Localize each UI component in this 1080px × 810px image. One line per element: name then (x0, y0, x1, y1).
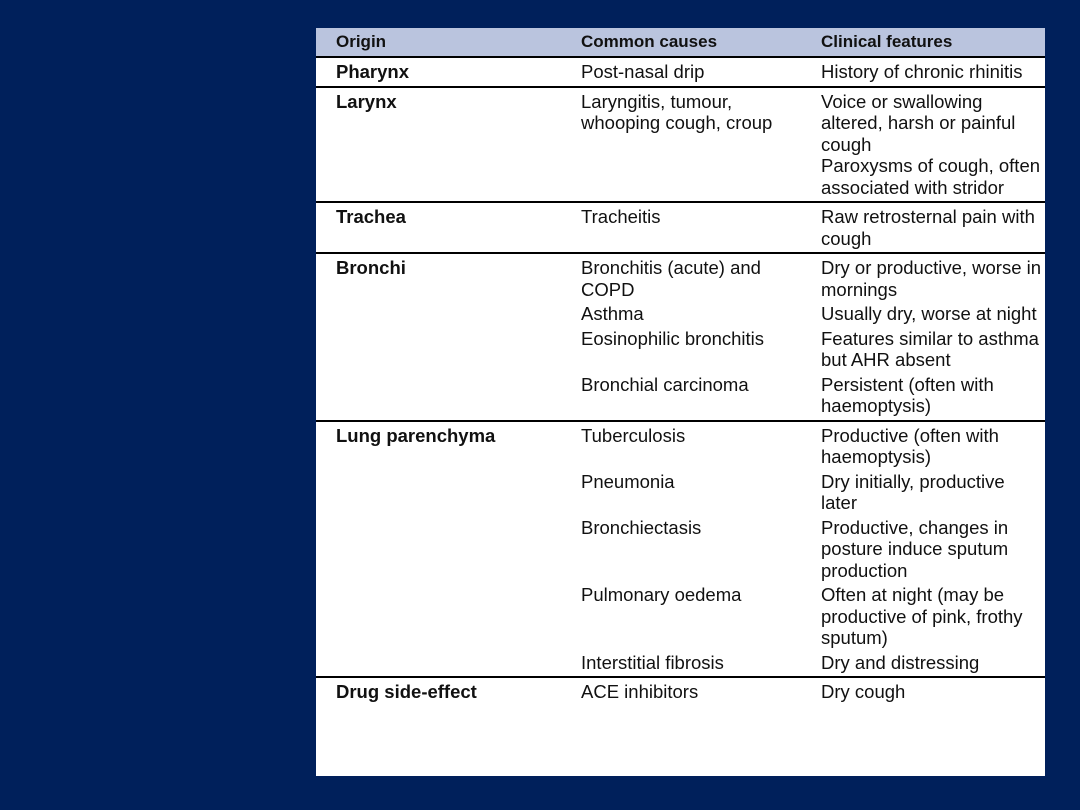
cause-cell: Bronchiectasis (581, 516, 702, 538)
feature-cell: Productive (often with haemoptysis) (821, 424, 999, 467)
origin-cell: Larynx (316, 87, 561, 203)
table-row (316, 514, 1045, 582)
origin-cell: Lung parenchyma (336, 424, 496, 446)
origin-cell: Pharynx (316, 57, 561, 87)
cause-cell: Asthma (581, 303, 644, 324)
cause-cell: Laryngitis, tumour, whooping cough, croup (561, 87, 801, 203)
table-row (316, 300, 1045, 325)
feature-cell: Dry initially, productive later (821, 470, 1005, 513)
feature-cell: Raw retrosternal pain with cough (801, 202, 1045, 253)
feature-cell: Dry or productive, worse in mornings (821, 257, 1042, 300)
cause-cell: Post-nasal drip (561, 57, 801, 87)
table-row (316, 421, 1045, 468)
cause-cell: ACE inhibitors (581, 681, 699, 702)
feature-cell: Features similar to asthma but AHR absent (821, 327, 1039, 370)
cause-cell: Pulmonary oedema (581, 584, 742, 605)
feature-cell (801, 87, 1045, 203)
table-row (316, 371, 1045, 421)
cause-cell: Bronchial carcinoma (561, 371, 801, 421)
table-row (316, 57, 1045, 87)
header-origin: Origin (316, 28, 561, 57)
table-row (316, 468, 1045, 514)
table-row (316, 325, 1045, 371)
header-common-causes: Common causes (561, 28, 801, 57)
feature-cell: Dry and distressing (801, 649, 1045, 678)
cause-cell: Bronchitis (acute) and COPD (581, 257, 761, 300)
cause-cell: Tracheitis (561, 202, 801, 253)
cause-cell: Tuberculosis (581, 424, 686, 446)
table-row (316, 253, 1045, 300)
feature-cell: Persistent (often with haemoptysis) (801, 371, 1045, 421)
feature-item: Voice or swallowing altered, harsh or painful cough (821, 90, 1016, 155)
cause-cell: Interstitial fibrosis (561, 649, 801, 678)
cause-cell: Pneumonia (581, 470, 675, 492)
feature-cell: Often at night (may be productive of pink, frothy sputum) (821, 584, 1023, 648)
table-header-row (316, 28, 1045, 57)
feature-cell: Dry cough (821, 681, 906, 702)
feature-cell: Productive, changes in posture induce sputum production (821, 516, 1009, 581)
header-clinical-features: Clinical features (801, 28, 1045, 57)
origin-cell: Bronchi (336, 257, 406, 278)
table-row (316, 581, 1045, 649)
cause-cell: Eosinophilic bronchitis (581, 327, 765, 349)
feature-cell: Usually dry, worse at night (821, 303, 1037, 324)
table-row (316, 87, 1045, 203)
origin-cell: Trachea (316, 202, 561, 253)
table-row (316, 677, 1045, 703)
cough-causes-table-panel (316, 28, 1045, 776)
table-row (316, 202, 1045, 253)
cough-causes-table (316, 28, 1045, 703)
table-row (316, 649, 1045, 678)
origin-cell: Drug side-effect (336, 681, 477, 702)
feature-cell: History of chronic rhinitis (801, 57, 1045, 87)
feature-item: Paroxysms of cough, often associated with stridor (821, 155, 1041, 198)
